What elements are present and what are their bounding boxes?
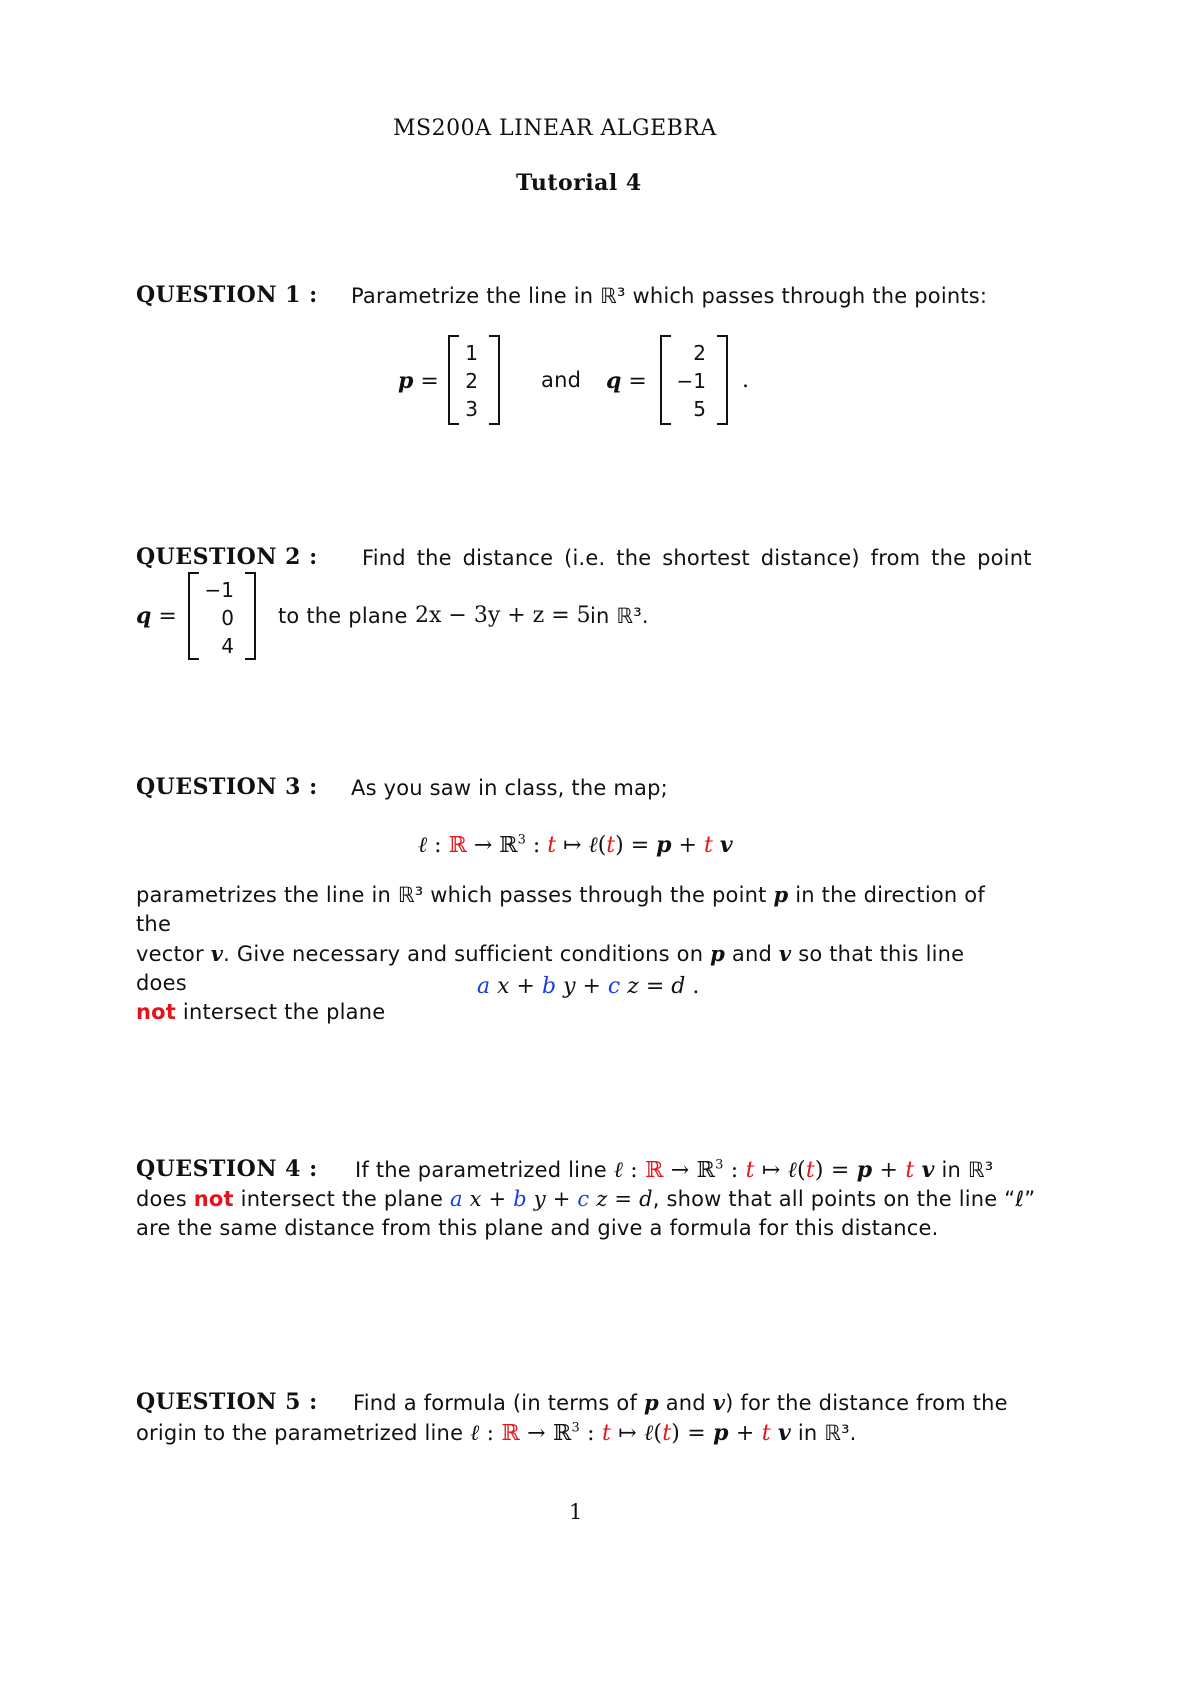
q3-map-formula: ℓ : ℝ → ℝ$^3$ : t ↦ ℓ(t) = p + t v bbox=[418, 832, 733, 858]
q1-and: and bbox=[541, 368, 582, 392]
q1-p-matrix bbox=[448, 335, 500, 425]
matrix-entry: −1 bbox=[676, 369, 706, 393]
q3-plane-equation: a x + b y + c z = d . bbox=[477, 974, 700, 999]
q3-not-emphasis: not bbox=[136, 1000, 177, 1024]
q2-plane-equation: 2x − 3y + z = 5 bbox=[415, 603, 591, 628]
matrix-entry: 0 bbox=[221, 606, 234, 630]
matrix-entry: 2 bbox=[693, 341, 706, 365]
q2-text3: in ℝ³. bbox=[590, 604, 649, 628]
q2-q-label: q = bbox=[136, 603, 177, 629]
q2-q-matrix bbox=[188, 572, 256, 660]
matrix-entry: 4 bbox=[221, 634, 234, 658]
q3-paragraph: parametrizes the line in ℝ³ which passes through the point p in the direction of the vector v. Give necessary and sufficient conditions on p and v so that this line does not intersect the plane bbox=[136, 882, 985, 1024]
matrix-entry: 1 bbox=[465, 341, 478, 365]
course-title: MS200A LINEAR ALGEBRA bbox=[393, 116, 717, 141]
matrix-entry: 2 bbox=[465, 369, 478, 393]
q2-text2: to the plane bbox=[278, 604, 408, 628]
question-4-line1: If the parametrized line ℓ : ℝ → ℝ$^3$ : t ↦ ℓ(t) = p + t v in ℝ³ bbox=[355, 1157, 994, 1183]
page-number: 1 bbox=[569, 1500, 583, 1524]
tutorial-title: Tutorial 4 bbox=[516, 170, 642, 196]
q1-end-period: . bbox=[742, 368, 749, 393]
question-3-text: As you saw in class, the map; bbox=[351, 776, 668, 800]
matrix-entry: 5 bbox=[693, 397, 706, 421]
question-5-line1: Find a formula (in terms of p and v) for the distance from the bbox=[353, 1390, 1008, 1415]
q1-p-label: p = bbox=[398, 368, 439, 394]
q1-q-matrix bbox=[660, 335, 728, 425]
matrix-entry: 3 bbox=[465, 397, 478, 421]
matrix-entry: −1 bbox=[204, 578, 234, 602]
question-4-line3: are the same distance from this plane and give a formula for this distance. bbox=[136, 1216, 939, 1240]
question-3-label: QUESTION 3 : bbox=[136, 774, 318, 800]
question-2-text: Find the distance (i.e. the shortest distance) from the point bbox=[362, 546, 1032, 570]
question-2-label: QUESTION 2 : bbox=[136, 544, 318, 570]
question-1-text: Parametrize the line in ℝ³ which passes through the points: bbox=[351, 284, 988, 308]
question-4-line2: does not intersect the plane a x + b y + c z = d, show that all points on the line “ℓ” bbox=[136, 1187, 1036, 1211]
question-4-label: QUESTION 4 : bbox=[136, 1156, 318, 1182]
q1-q-label: q = bbox=[606, 368, 647, 394]
question-5-label: QUESTION 5 : bbox=[136, 1389, 318, 1415]
q4-not-emphasis: not bbox=[193, 1187, 234, 1211]
question-1-label: QUESTION 1 : bbox=[136, 282, 318, 308]
question-5-line2: origin to the parametrized line ℓ : ℝ → ℝ$^3$ : t ↦ ℓ(t) = p + t v in ℝ³. bbox=[136, 1420, 857, 1446]
